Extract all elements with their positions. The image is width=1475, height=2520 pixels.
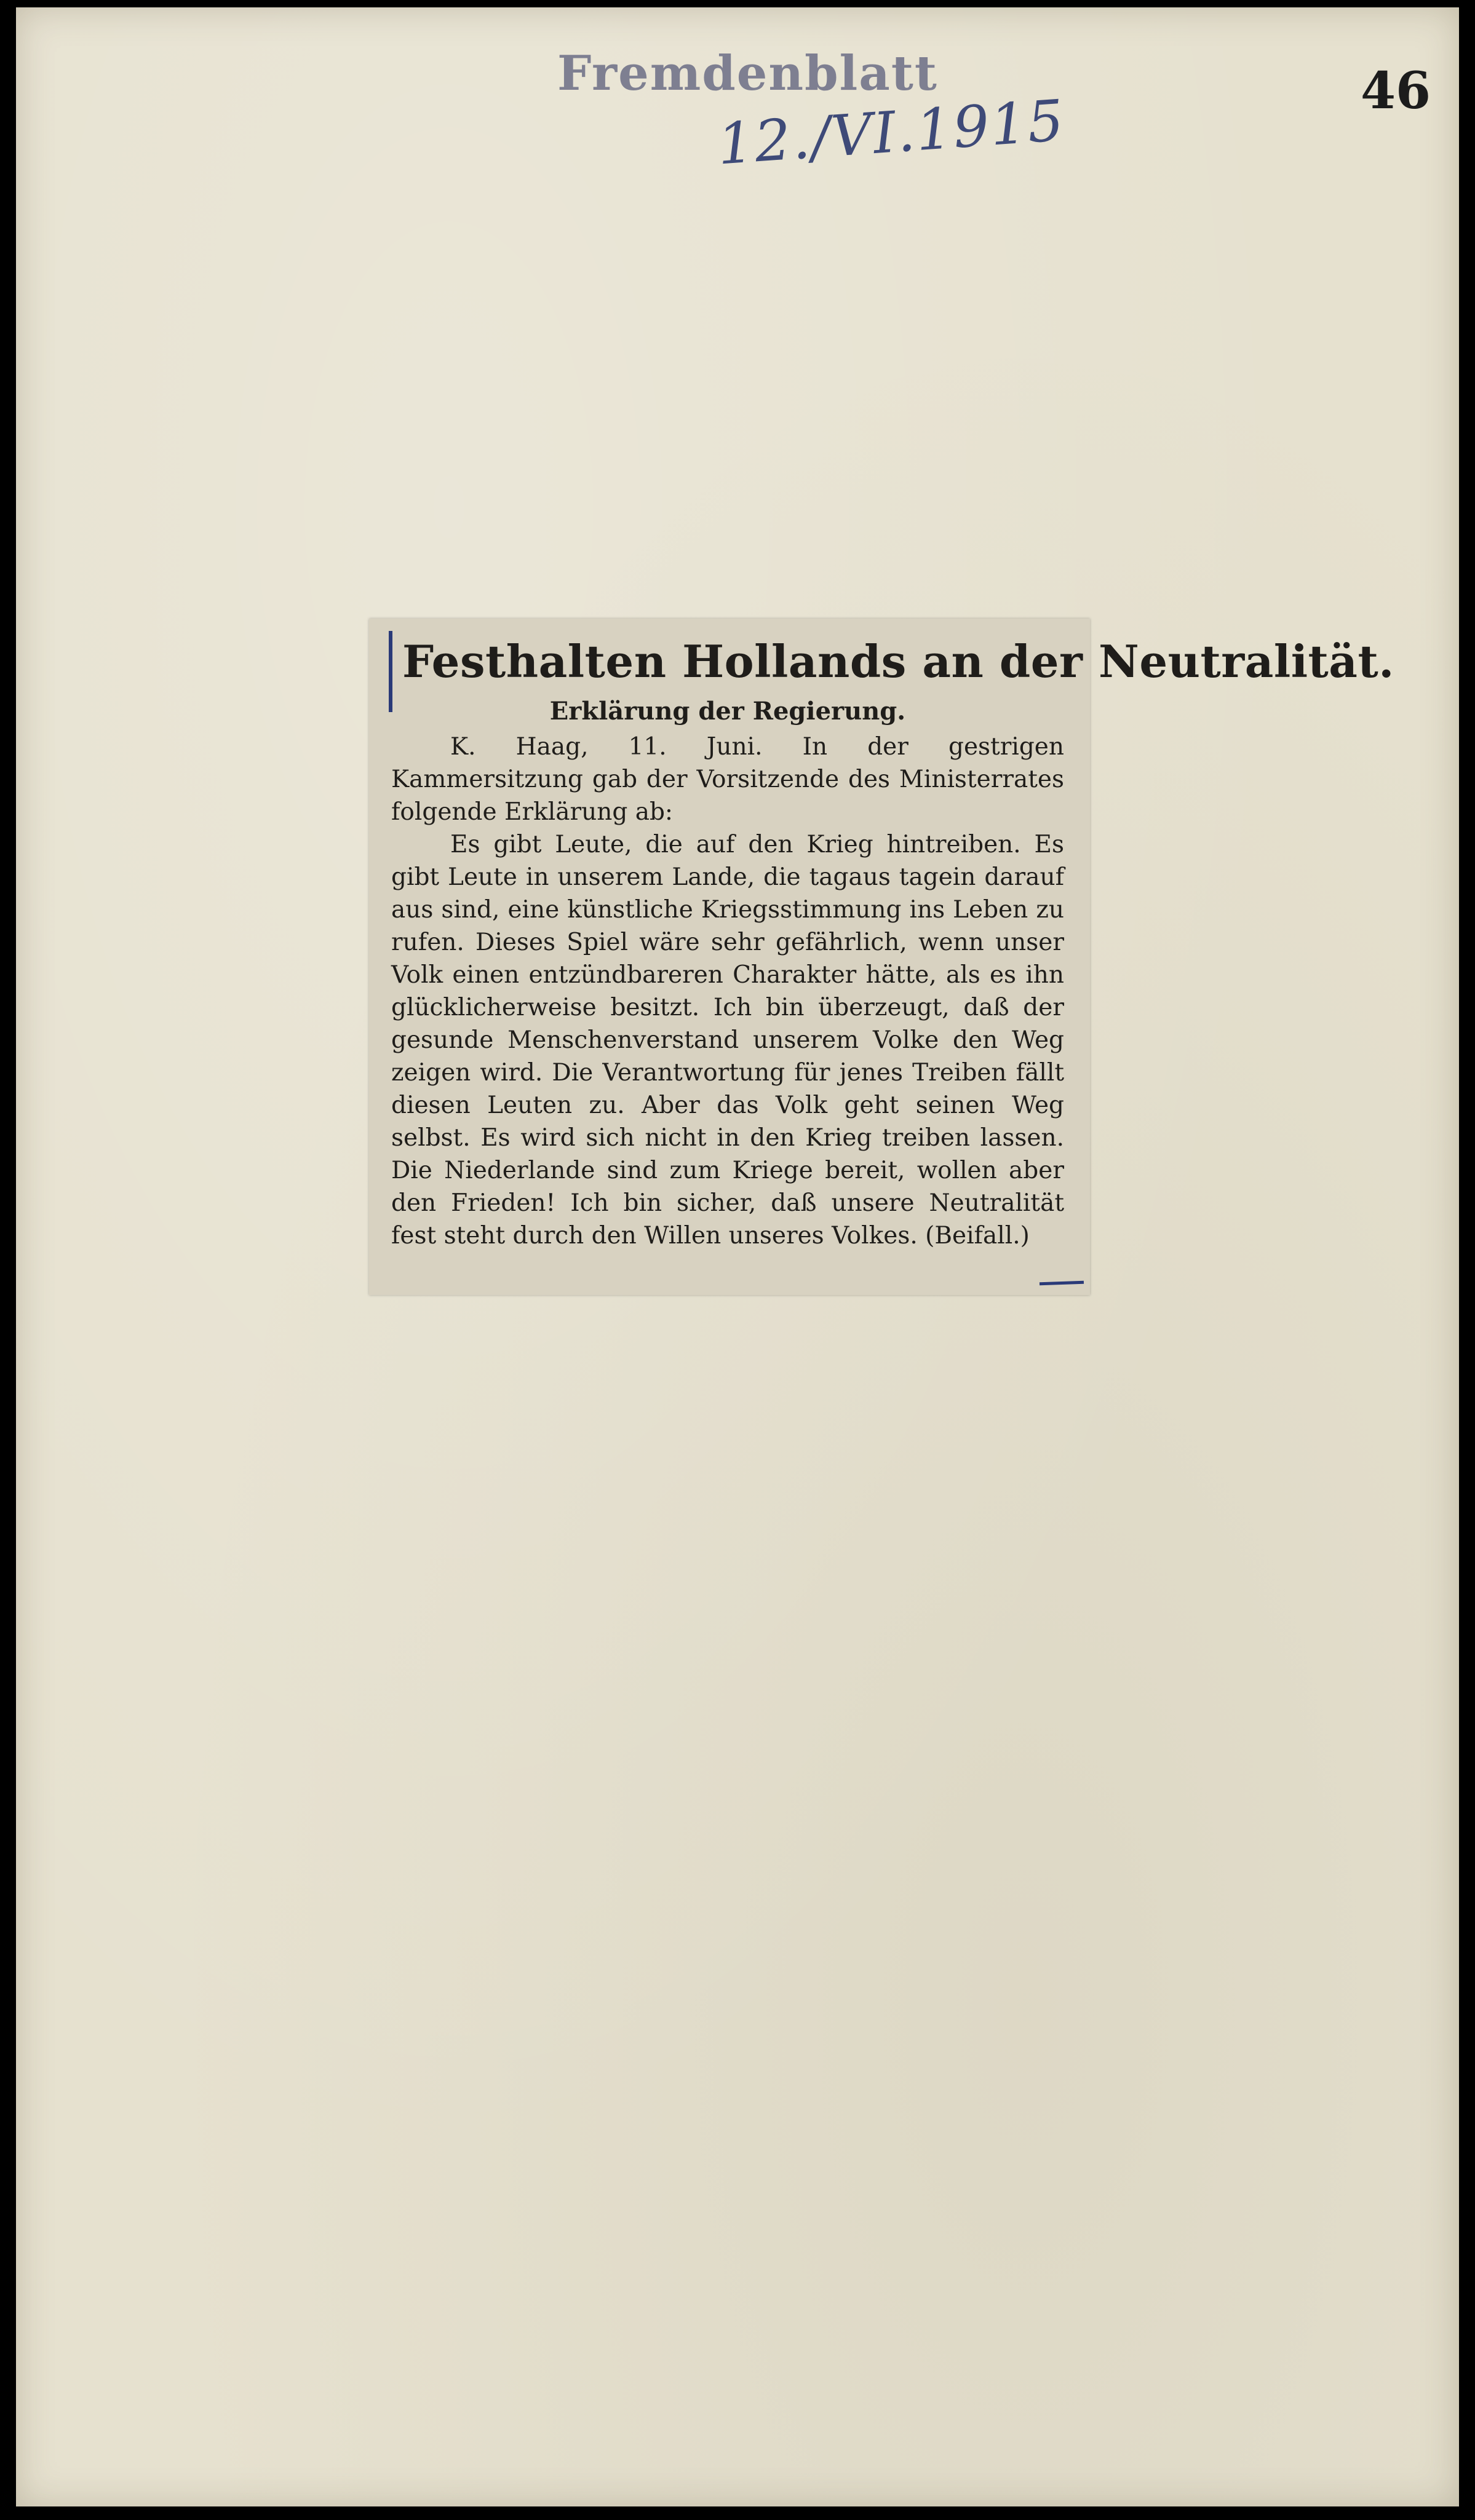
- article-headline: Festhalten Hollands an der Neutralität.: [402, 635, 1394, 687]
- article-body: [391, 731, 1064, 1252]
- article-subheadline: Erklärung der Regierung.: [549, 697, 906, 726]
- archive-sheet: [16, 7, 1459, 2506]
- page-number: 46: [1361, 61, 1431, 121]
- article-paragraph-statement: Es gibt Leute, die auf den Krieg hintreiben. Es gibt Leute in unserem Lande, die tagaus tagein darauf aus sind, eine künstliche Kriegsstimmung ins Leben zu rufen. Dieses Spiel wäre sehr gefährlich, wenn unser Volk einen entzündbareren Charakter hätte, als es ihn glücklicherweise besitzt. Ich bin überzeugt, daß der gesunde Menschenverstand unserem Volke den Weg zeigen wird. Die Verantwortung für jenes Treiben fällt diesen Leuten zu. Aber das Volk geht seinen Weg selbst. Es wird sich nicht in den Krieg treiben lassen. Die Niederlande sind zum Kriege bereit, wollen aber den Frieden! Ich bin sicher, daß unsere Neutralität fest steht durch den Willen unseres Volkes. (Beifall.): [391, 831, 1064, 1250]
- newspaper-stamp: Fremdenblatt: [557, 46, 938, 101]
- newspaper-clipping: [369, 619, 1394, 1295]
- blue-pencil-margin-mark: [389, 631, 392, 712]
- blue-pencil-underline-mark: [1040, 1281, 1084, 1286]
- handwritten-date: 12./VI.1915: [715, 87, 1067, 178]
- article-paragraph-dateline: K. Haag, 11. Juni. In der gestrigen Kammersitzung gab der Vorsitzende des Ministerrates folgende Erklärung ab:: [391, 733, 1064, 826]
